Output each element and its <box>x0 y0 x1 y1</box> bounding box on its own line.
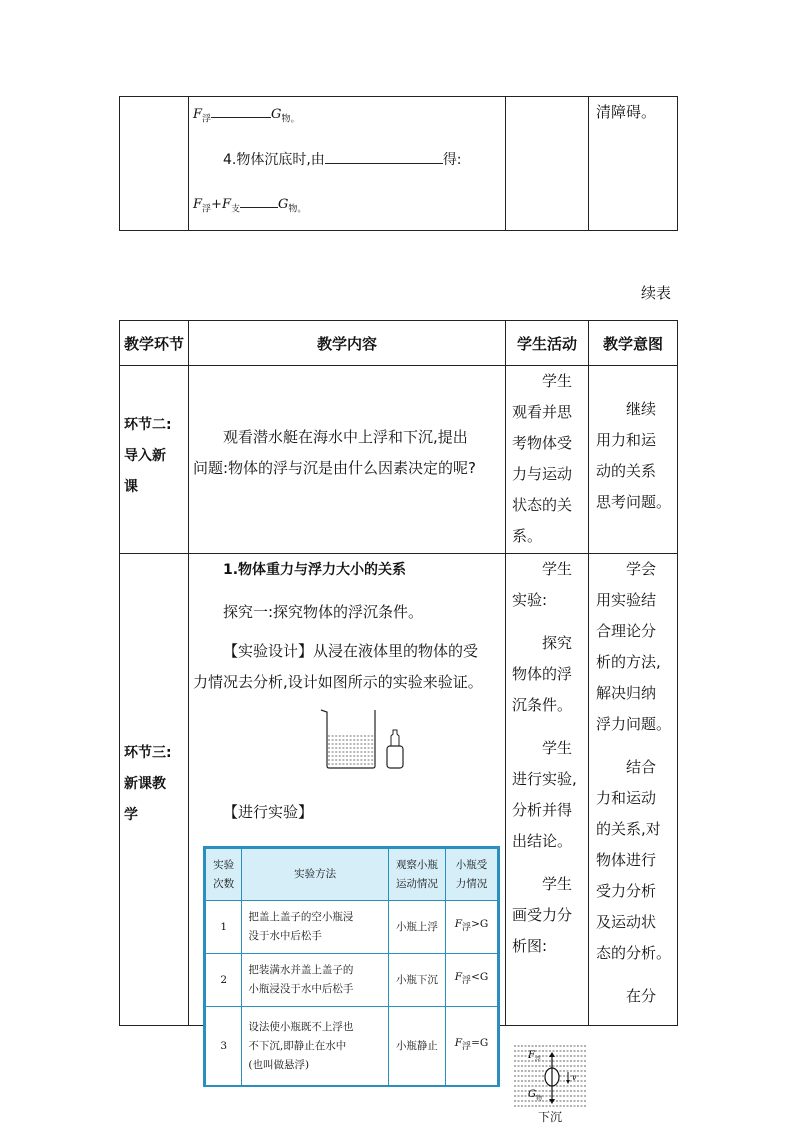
row3-intent-line: 合理论分 <box>596 622 657 640</box>
exp-count: 3 <box>206 1007 242 1086</box>
row3-intent-line: 物体进行 <box>596 851 657 869</box>
row2-content-line: 观看潜水艇在海水中上浮和下沉,提出 <box>223 428 468 446</box>
row3-stage-cell <box>120 554 189 1026</box>
row3-intent-line: 受力分析 <box>596 882 657 900</box>
header-content: 教学内容 <box>189 321 506 366</box>
row3-intent-line: 在分 <box>626 987 657 1005</box>
row2-activity-line: 学生 <box>542 372 573 390</box>
row2-intent-line: 动的关系 <box>596 462 657 480</box>
row3-conduct: 【进行实验】 <box>223 803 314 821</box>
row2-stage-line: 导入新 <box>124 448 166 464</box>
row3-intent-cell <box>589 554 678 1026</box>
exp-force: $F_浮>G$ <box>446 901 498 954</box>
row3-design-line: 【实验设计】从浸在液体里的物体的受 <box>223 642 479 660</box>
top-line-3: $F_浮+F_支$ $G_{物。}$ <box>193 189 306 226</box>
row3-activity-line: 物体的浮 <box>512 665 573 683</box>
exp-count: 2 <box>206 954 242 1007</box>
row3-activity-line: 学生 <box>542 739 573 757</box>
diagram-caption: 下沉 <box>538 1110 563 1124</box>
exp-motion: 小瓶静止 <box>388 1007 445 1086</box>
diagram-G-label: G <box>528 1089 536 1100</box>
row2-intent-line: 思考问题。 <box>596 493 672 511</box>
top-activity-cell <box>506 97 589 231</box>
row3-stage-line: 环节三: <box>124 745 172 761</box>
diagram-G-sub: 物 <box>536 1095 543 1102</box>
top-intent-cell <box>589 97 678 231</box>
row2-activity-line: 系。 <box>512 527 543 545</box>
row2-activity-line: 考物体受 <box>512 434 573 452</box>
row2-intent-line: 继续 <box>626 400 657 418</box>
exp-motion: 小瓶上浮 <box>388 901 445 954</box>
row2-stage-line: 环节二: <box>124 417 172 433</box>
row2-content-cell <box>189 366 506 554</box>
row2-content-line: 问题:物体的浮与沉是由什么因素决定的呢? <box>193 459 477 477</box>
row3-intent-line: 结合 <box>626 758 657 776</box>
table-row <box>206 901 498 954</box>
row3-intent-line: 析的方法, <box>596 653 661 671</box>
row3-intent-line: 学会 <box>626 560 657 578</box>
row2-intent-line: 用力和运 <box>596 431 657 449</box>
top-content-cell <box>189 97 506 231</box>
top-stage-cell <box>120 97 189 231</box>
diagram-F-sub: 浮 <box>535 1056 542 1063</box>
row-stage-2 <box>120 366 678 554</box>
top-table <box>119 96 678 231</box>
row3-activity-line: 实验: <box>512 591 548 609</box>
row3-intent-line: 态的分析。 <box>596 944 672 962</box>
row3-activity-line: 分析并得 <box>512 801 573 819</box>
table-row <box>206 1007 498 1086</box>
row3-intent-line: 浮力问题。 <box>596 715 672 733</box>
row3-stage-line: 新课教 <box>124 776 166 792</box>
row3-intent-line: 力和运动 <box>596 789 657 807</box>
row3-intent-line: 解决归纳 <box>596 684 657 702</box>
row3-activity-line: 进行实验, <box>512 770 577 788</box>
row3-activity-line: 学生 <box>542 875 573 893</box>
diagram-F-label: F <box>528 1050 535 1061</box>
row2-stage-line: 课 <box>124 479 138 495</box>
row2-activity-line: 力与运动 <box>512 465 573 483</box>
row3-explore: 探究一:探究物体的浮沉条件。 <box>223 603 424 621</box>
exp-force: $F_浮=G$ <box>446 1007 498 1086</box>
exp-header-method: 实验方法 <box>242 849 389 901</box>
exp-header-count: 实验 次数 <box>206 849 242 901</box>
header-row <box>120 321 678 366</box>
exp-count: 1 <box>206 901 242 954</box>
row2-stage-cell <box>120 366 189 554</box>
row3-activity-line: 探究 <box>542 634 573 652</box>
exp-motion: 小瓶下沉 <box>388 954 445 1007</box>
row3-activity-line: 出结论。 <box>512 832 573 850</box>
row3-activity-line: 画受力分 <box>512 906 573 924</box>
row3-activity-line: 学生 <box>542 560 573 578</box>
exp-method: 把盖上盖子的空小瓶浸 没于水中后松手 <box>242 901 389 954</box>
row3-stage-line: 学 <box>124 807 138 823</box>
header-activity: 学生活动 <box>506 321 589 366</box>
experiment-header-row <box>206 849 498 901</box>
row3-intent-line: 的关系,对 <box>596 820 661 838</box>
header-stage: 教学环节 <box>120 321 189 366</box>
row2-intent-cell <box>589 366 678 554</box>
experiment-table <box>205 848 498 1086</box>
row3-intent-line: 用实验结 <box>596 591 657 609</box>
top-intent-text: 清障碍。 <box>596 103 657 121</box>
row3-activity-line: 沉条件。 <box>512 696 573 714</box>
exp-method: 把装满水并盖上盖子的 小瓶浸没于水中后松手 <box>242 954 389 1007</box>
exp-method: 设法使小瓶既不上浮也 不下沉,即静止在水中 (也叫做悬浮) <box>242 1007 389 1086</box>
beaker-illustration <box>319 706 409 772</box>
row3-title: 1.物体重力与浮力大小的关系 <box>223 562 407 578</box>
force-diagram <box>512 1042 588 1123</box>
exp-header-force: 小瓶受 力情况 <box>446 849 498 901</box>
row2-activity-cell <box>506 366 589 554</box>
table-row <box>206 954 498 1007</box>
row3-activity-cell <box>506 554 589 1026</box>
exp-header-motion: 观察小瓶 运动情况 <box>388 849 445 901</box>
continued-label: 续表 <box>641 284 672 302</box>
exp-force: $F_浮<G$ <box>446 954 498 1007</box>
row2-activity-line: 状态的关 <box>512 496 573 514</box>
force-diagram-svg <box>512 1042 588 1112</box>
row3-design-line: 力情况去分析,设计如图所示的实验来验证。 <box>193 673 483 691</box>
header-intent: 教学意图 <box>589 321 678 366</box>
diagram-v-label: v <box>572 1073 577 1082</box>
top-line-2: 4.物体沉底时,由 得: <box>223 145 462 176</box>
top-line-1: $F_浮$ $G_{物。}$ <box>193 99 299 136</box>
row3-activity-line: 析图: <box>512 937 548 955</box>
row3-intent-line: 及运动状 <box>596 913 657 931</box>
row2-activity-line: 观看并思 <box>512 403 573 421</box>
